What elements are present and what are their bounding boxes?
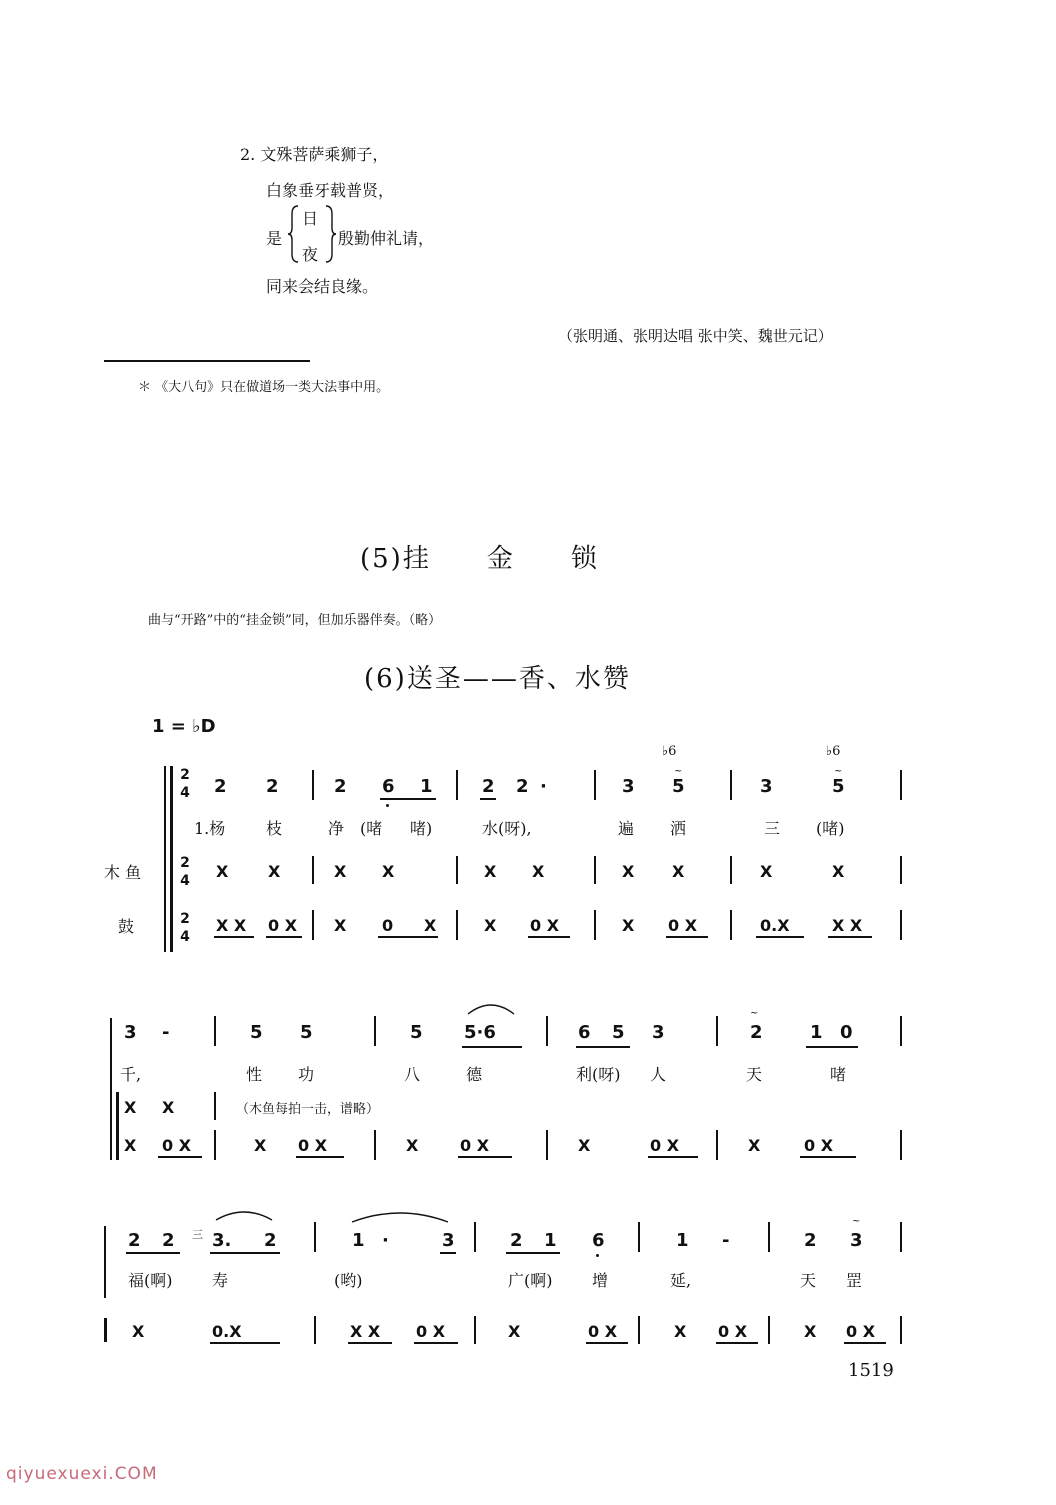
- lyric: 净: [328, 819, 345, 838]
- note: 2: [804, 1230, 817, 1251]
- key-signature: 1 = ♭D: [152, 716, 216, 737]
- muyu-beat: X: [124, 1098, 137, 1117]
- note: 2: [334, 776, 347, 797]
- lyric: 三: [764, 819, 781, 838]
- trill-mark: ~: [834, 766, 843, 777]
- barline: [594, 856, 596, 884]
- barline: [374, 1016, 376, 1046]
- system-3-bracket: [104, 1226, 106, 1298]
- lyric: (啫: [360, 819, 383, 838]
- section-6-title: (6)送圣——香、水赞: [364, 664, 631, 694]
- barline: [474, 1222, 476, 1252]
- drum-beat: 0 X: [668, 916, 698, 935]
- lyric: 德: [466, 1065, 483, 1084]
- drum-beat: X X: [216, 916, 247, 935]
- beam: [828, 936, 872, 938]
- drum-beat: X: [508, 1322, 521, 1341]
- muyu-note: （木鱼每拍一击，谱略）: [236, 1102, 380, 1117]
- note: 6: [592, 1230, 605, 1251]
- note: 0: [840, 1022, 853, 1043]
- note: 6: [578, 1022, 591, 1043]
- beam: [348, 1342, 392, 1344]
- note: 3: [850, 1230, 863, 1251]
- beam: [806, 1046, 858, 1048]
- barline: [900, 1222, 902, 1252]
- barline: [730, 910, 732, 940]
- barline: [314, 1316, 316, 1344]
- barline: [214, 1092, 216, 1120]
- barline: [638, 1222, 640, 1252]
- instrument-label-drum: 鼓: [118, 917, 135, 936]
- beam: [414, 1342, 458, 1344]
- drum-beat: X: [406, 1136, 419, 1155]
- low-octave-dot: [386, 804, 389, 807]
- beam: [800, 1156, 856, 1158]
- note-dot: ·: [540, 776, 547, 797]
- barline: [214, 1016, 216, 1046]
- note: 3: [760, 776, 773, 797]
- barline: [768, 1316, 770, 1344]
- performer-credit: （张明通、张明达唱 张中笑、魏世元记）: [558, 327, 833, 345]
- drum-beat: X: [124, 1136, 137, 1155]
- barline: [546, 1016, 548, 1046]
- note: 2: [510, 1230, 523, 1251]
- lyric: (啫): [816, 819, 845, 838]
- lyric: (哟): [334, 1271, 363, 1290]
- verse-line-1: 2. 文殊菩萨乘狮子，: [240, 145, 389, 164]
- barline: [900, 1130, 902, 1160]
- slur: [350, 1208, 450, 1228]
- lyric: 啫: [830, 1065, 847, 1084]
- muyu-beat: X: [672, 862, 685, 881]
- drum-beat: 0 X: [416, 1322, 446, 1341]
- beam: [378, 936, 438, 938]
- lyric: 性: [246, 1065, 263, 1084]
- beam: [462, 1046, 522, 1048]
- drum-beat: X: [578, 1136, 591, 1155]
- barline: [456, 856, 458, 884]
- slur: [466, 998, 516, 1020]
- barline: [716, 1016, 718, 1046]
- lyric: 枝: [266, 819, 283, 838]
- lyric: 啫): [410, 819, 433, 838]
- note-dot: ·: [382, 1230, 389, 1251]
- lyric: 人: [650, 1065, 667, 1084]
- note: 1: [420, 776, 433, 797]
- barline: [312, 770, 314, 800]
- trill-mark: ~: [674, 766, 683, 777]
- drum-beat: X: [424, 916, 437, 935]
- muyu-beat: X: [532, 862, 545, 881]
- lyric: 延,: [670, 1271, 692, 1290]
- note: 1: [352, 1230, 365, 1251]
- trill-mark: ~: [750, 1008, 759, 1019]
- note: 1: [676, 1230, 689, 1251]
- time-sig-bottom: 4: [180, 785, 190, 801]
- barline: [312, 856, 314, 884]
- lyric: 洒: [670, 819, 687, 838]
- drum-beat: X: [748, 1136, 761, 1155]
- drum-beat: 0 X: [162, 1136, 192, 1155]
- drum-beat: X X: [350, 1322, 381, 1341]
- verse-line-3-rest: 殷勤伸礼请，: [338, 229, 435, 248]
- beam: [756, 936, 804, 938]
- time-sig-bottom-muyu: 4: [180, 873, 190, 889]
- beam: [506, 1252, 560, 1254]
- note: 2: [516, 776, 529, 797]
- barline: [900, 910, 902, 940]
- drum-beat: 0 X: [460, 1136, 490, 1155]
- section-5-title: (5)挂 金 锁: [360, 544, 599, 574]
- note: 2: [264, 1230, 277, 1251]
- barline: [456, 910, 458, 940]
- note: 5: [832, 776, 845, 797]
- note: 3.: [212, 1230, 232, 1251]
- lyric: 水(呀),: [482, 819, 532, 838]
- note: 5·6: [464, 1022, 496, 1043]
- drum-beat: X: [622, 916, 635, 935]
- slur: [214, 1206, 274, 1226]
- page-number: 1519: [848, 1360, 894, 1381]
- lyric: 福(啊): [128, 1271, 173, 1290]
- beam: [210, 1342, 280, 1344]
- beam: [480, 798, 496, 800]
- barline: [900, 1316, 902, 1344]
- lyric: 千,: [120, 1065, 142, 1084]
- barline: [768, 1222, 770, 1252]
- lyric: 罡: [846, 1271, 863, 1290]
- muyu-beat: X: [760, 862, 773, 881]
- beam: [214, 936, 254, 938]
- drum-beat: X: [804, 1322, 817, 1341]
- note: -: [722, 1230, 730, 1251]
- note: 5: [250, 1022, 263, 1043]
- note: 2: [266, 776, 279, 797]
- time-sig-top-drum: 2: [180, 911, 190, 927]
- lyric: 天: [746, 1065, 763, 1084]
- lyric: 遍: [618, 819, 635, 838]
- verse-line-4: 同来会结良缘。: [266, 277, 379, 296]
- grace-mark: 三: [192, 1228, 203, 1241]
- beam: [158, 1156, 202, 1158]
- beam: [666, 936, 708, 938]
- trill-mark: ~: [852, 1216, 861, 1227]
- brace-bottom-night: 夜: [302, 245, 319, 264]
- footnote: ＊ 《大八句》只在做道场一类大法事中用。: [138, 380, 390, 395]
- barline: [716, 1130, 718, 1160]
- note: 2: [162, 1230, 175, 1251]
- beam: [576, 1046, 630, 1048]
- time-sig-top-muyu: 2: [180, 855, 190, 871]
- lyric: 寿: [212, 1271, 229, 1290]
- system-1-bracket: [164, 766, 166, 952]
- note: 2: [482, 776, 495, 797]
- note: 3: [652, 1022, 665, 1043]
- beam: [586, 1342, 628, 1344]
- drum-beat: 0 X: [846, 1322, 876, 1341]
- accidental-flat-6: ♭6: [826, 744, 841, 759]
- low-octave-dot: [596, 1254, 599, 1257]
- lyric: 天: [800, 1271, 817, 1290]
- system-3-drum-bracket: [104, 1318, 107, 1342]
- drum-beat: 0.X: [760, 916, 790, 935]
- barline: [900, 1016, 902, 1046]
- barline: [594, 910, 596, 940]
- beam: [528, 936, 570, 938]
- drum-beat: 0 X: [804, 1136, 834, 1155]
- system-2-bracket-thick: [116, 1092, 119, 1160]
- note: 2: [128, 1230, 141, 1251]
- lyric: 1.杨: [194, 819, 226, 838]
- barline: [456, 770, 458, 800]
- verse-line-3-prefix: 是: [266, 229, 283, 248]
- beam: [458, 1156, 512, 1158]
- note: -: [162, 1022, 170, 1043]
- note: 3: [622, 776, 635, 797]
- barline: [594, 770, 596, 800]
- note: 2: [750, 1022, 763, 1043]
- verse-line-2: 白象垂牙载普贤，: [266, 181, 395, 200]
- note: 5: [612, 1022, 625, 1043]
- lyric: 广(啊): [508, 1271, 553, 1290]
- note: 1: [810, 1022, 823, 1043]
- note: 3: [442, 1230, 455, 1251]
- lyric: 增: [592, 1271, 609, 1290]
- drum-beat: 0 X: [530, 916, 560, 935]
- beam: [296, 1156, 344, 1158]
- beam: [844, 1342, 886, 1344]
- drum-beat: X: [334, 916, 347, 935]
- footnote-rule: [104, 360, 310, 362]
- note: 3: [124, 1022, 137, 1043]
- drum-beat: 0 X: [588, 1322, 618, 1341]
- drum-beat: X: [132, 1322, 145, 1341]
- note: 5: [300, 1022, 313, 1043]
- lyric: 功: [298, 1065, 315, 1084]
- beam: [210, 1252, 280, 1254]
- drum-beat: 0 X: [718, 1322, 748, 1341]
- drum-beat: 0 X: [268, 916, 298, 935]
- muyu-beat: X: [268, 862, 281, 881]
- section-5-note: 曲与“开路”中的“挂金锁”同，但加乐器伴奏。（略）: [148, 613, 442, 628]
- instrument-label-muyu: 木 鱼: [104, 863, 142, 882]
- beam: [440, 1252, 456, 1254]
- muyu-beat: X: [832, 862, 845, 881]
- beam: [266, 936, 302, 938]
- drum-beat: X: [674, 1322, 687, 1341]
- muyu-beat: X: [382, 862, 395, 881]
- barline: [374, 1130, 376, 1160]
- note: 2: [214, 776, 227, 797]
- barline: [214, 1130, 216, 1160]
- system-2-bracket: [110, 1018, 112, 1160]
- muyu-beat: X: [622, 862, 635, 881]
- beam: [648, 1156, 698, 1158]
- note: 1: [544, 1230, 557, 1251]
- accidental-flat-6: ♭6: [662, 744, 677, 759]
- barline: [900, 856, 902, 884]
- lyric: 八: [404, 1065, 421, 1084]
- barline: [730, 770, 732, 800]
- system-1-bracket-thick: [170, 766, 173, 952]
- drum-beat: X: [254, 1136, 267, 1155]
- drum-beat: X: [484, 916, 497, 935]
- barline: [546, 1130, 548, 1160]
- lyric: 利(呀): [576, 1065, 621, 1084]
- brace-top-day: 日: [302, 209, 319, 228]
- time-sig-bottom-drum: 4: [180, 929, 190, 945]
- barline: [638, 1316, 640, 1344]
- barline: [314, 1222, 316, 1252]
- barline: [474, 1316, 476, 1344]
- muyu-beat: X: [216, 862, 229, 881]
- beam: [380, 798, 436, 800]
- drum-beat: X X: [832, 916, 863, 935]
- barline: [900, 770, 902, 800]
- barline: [312, 910, 314, 940]
- drum-beat: 0 X: [298, 1136, 328, 1155]
- beam: [716, 1342, 758, 1344]
- muyu-beat: X: [334, 862, 347, 881]
- muyu-beat: X: [162, 1098, 175, 1117]
- site-watermark: qiyuexuexi.COM: [6, 1464, 158, 1484]
- drum-beat: 0: [382, 916, 394, 935]
- muyu-beat: X: [484, 862, 497, 881]
- barline: [730, 856, 732, 884]
- drum-beat: 0 X: [650, 1136, 680, 1155]
- drum-beat: 0.X: [212, 1322, 242, 1341]
- note: 6: [382, 776, 395, 797]
- note: 5: [410, 1022, 423, 1043]
- note: 5: [672, 776, 685, 797]
- beam: [126, 1252, 180, 1254]
- time-sig-top: 2: [180, 767, 190, 783]
